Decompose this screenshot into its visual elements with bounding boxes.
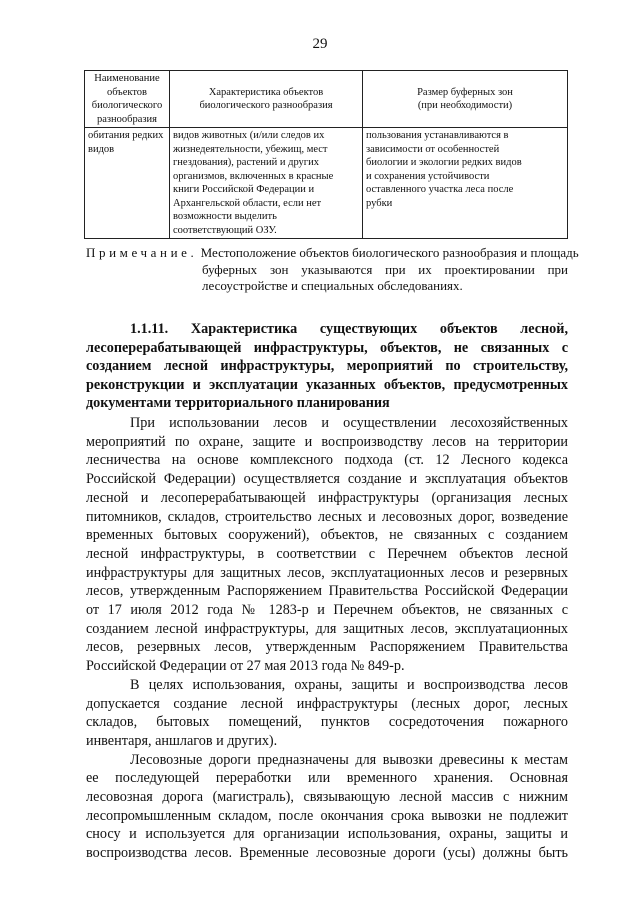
section-heading-line: созданием лесной инфраструктуры, мероприятий по строительству, bbox=[86, 358, 568, 375]
header-line: Наименование bbox=[94, 73, 160, 84]
section-heading-line: документами территориального планирования bbox=[86, 395, 390, 412]
body-line: В целях использования, охраны, защиты и воспроизводства лесов bbox=[130, 676, 568, 693]
body-line: воспроизводства лесов. Временные лесовозные дороги (усы) должны быть bbox=[86, 845, 568, 862]
cell-line: и сохранения устойчивости bbox=[366, 170, 490, 182]
cell-line: гнездования), растений и других bbox=[173, 157, 319, 168]
body-text bbox=[86, 414, 568, 863]
note-line: лесоустройстве и специальных обследованиях. bbox=[202, 278, 463, 293]
header-line: Размер буферных зон bbox=[417, 86, 513, 98]
body-line: лесов, утвержденным Распоряжением Правительства Российской Федерации bbox=[86, 583, 568, 600]
header-line: разнообразия bbox=[96, 113, 158, 125]
body-line: питомников, складов, строительство лесных и лесовозных дорог, возведение bbox=[86, 508, 568, 525]
body-line: лесной инфраструктуры, в соответствии с Перечнем объектов лесной bbox=[86, 545, 568, 562]
section-heading-line: 1.1.11. Характеристика существующих объектов лесной, bbox=[130, 321, 568, 337]
table-note bbox=[86, 245, 579, 295]
cell-buffer-size bbox=[363, 128, 568, 239]
body-line: Лесовозные дороги предназначены для вывозки древесины к местам bbox=[130, 751, 568, 768]
note-text: Местоположение объектов биологического разнообразия и площадь bbox=[200, 245, 579, 260]
cell-line: пользования устанавливаются в bbox=[366, 130, 509, 141]
body-line: сносу и используется для организации использования, охраны, защиты и bbox=[86, 826, 568, 843]
cell-line: рубки bbox=[366, 197, 393, 209]
body-line: лесной и лесоперерабатывающей инфраструктуры (организация лесных bbox=[86, 489, 568, 506]
section-heading-line: реконструкции и эксплуатации указанных объектов, предусмотренных bbox=[86, 376, 568, 393]
header-object-name bbox=[85, 71, 170, 128]
cell-line: зависимости от особенностей bbox=[366, 143, 500, 155]
body-line: от 17 июля 2012 года № 1283-р и Перечнем объектов, не связанных с bbox=[86, 602, 568, 619]
body-line: лесовозная дорога (магистраль), связывающую лесной массив с нижним bbox=[86, 789, 568, 806]
body-line: созданием лесной инфраструктуры, для защитных лесов, эксплуатационных bbox=[86, 620, 568, 637]
cell-line: биологии и экологии редких видов bbox=[366, 157, 522, 168]
table-row bbox=[85, 128, 568, 239]
cell-line: оставленного участка леса после bbox=[366, 184, 514, 195]
header-line: биологического bbox=[91, 100, 163, 111]
cell-characteristics bbox=[170, 128, 363, 239]
body-line: складов, бытовых помещений, пунктов сосредоточения пожарного bbox=[86, 714, 568, 731]
body-line: лесничества на основе комплексного подхода (ст. 12 Лесного кодекса bbox=[86, 452, 568, 469]
body-line: Российской Федерации) осуществляется создание и эксплуатация объектов bbox=[86, 471, 568, 488]
cell-object-name bbox=[85, 128, 170, 239]
header-line: биологического разнообразия bbox=[199, 100, 333, 111]
header-line: (при необходимости) bbox=[417, 100, 513, 111]
body-line: инфраструктуры для защитных лесов, эксплуатационных лесов и резервных bbox=[86, 564, 568, 581]
note-line: буферных зон указываются при их проектировании при bbox=[202, 261, 568, 277]
note-label: Примечание. bbox=[86, 245, 198, 260]
header-characteristics bbox=[170, 71, 363, 128]
body-line: лесов, резервных лесов, утвержденным Распоряжением Правительства bbox=[86, 639, 568, 656]
section-heading bbox=[86, 320, 568, 413]
cell-line: жизнедеятельности, убежищ, мест bbox=[173, 143, 328, 155]
cell-line: видов животных (и/или следов их bbox=[173, 130, 325, 141]
header-line: объектов bbox=[106, 86, 148, 98]
cell-line: Архангельской области, если нет bbox=[173, 197, 322, 209]
note-line bbox=[86, 245, 579, 262]
header-line: Характеристика объектов bbox=[208, 86, 324, 98]
header-buffer-size bbox=[363, 71, 568, 128]
body-line: ее последующей переработки или временного хранения. Основная bbox=[86, 770, 568, 787]
body-line: лесопромышленным складом, после окончания срока вывозки не подлежит bbox=[86, 807, 568, 824]
page-number: 29 bbox=[312, 36, 328, 52]
cell-line: организмов, включенных в красные bbox=[173, 170, 334, 182]
biodiversity-table bbox=[84, 70, 568, 239]
section-heading-line: лесоперерабатывающей инфраструктуры, объектов, не связанных с bbox=[86, 339, 568, 356]
body-line: инвентаря, аншлагов и других). bbox=[86, 732, 278, 749]
body-line: Российской Федерации от 27 мая 2013 года № 849-р. bbox=[86, 658, 405, 675]
cell-line: обитания редких bbox=[88, 130, 164, 141]
body-line: допускается создание лесной инфраструктуры (лесных дорог, лесных bbox=[86, 695, 568, 712]
table-header-row bbox=[85, 71, 568, 128]
body-line: временных бытовых сооружений), объектов, не связанных с созданием bbox=[86, 527, 568, 544]
cell-line: видов bbox=[88, 143, 115, 155]
body-line: При использовании лесов и осуществлении лесохозяйственных bbox=[130, 415, 568, 431]
cell-line: возможности выделить bbox=[173, 211, 277, 222]
cell-line: соответствующий ОЗУ. bbox=[173, 224, 277, 236]
cell-line: книги Российской Федерации и bbox=[173, 184, 315, 195]
body-line: мероприятий по охране, защите и воспроизводству лесов на территории bbox=[86, 433, 568, 450]
